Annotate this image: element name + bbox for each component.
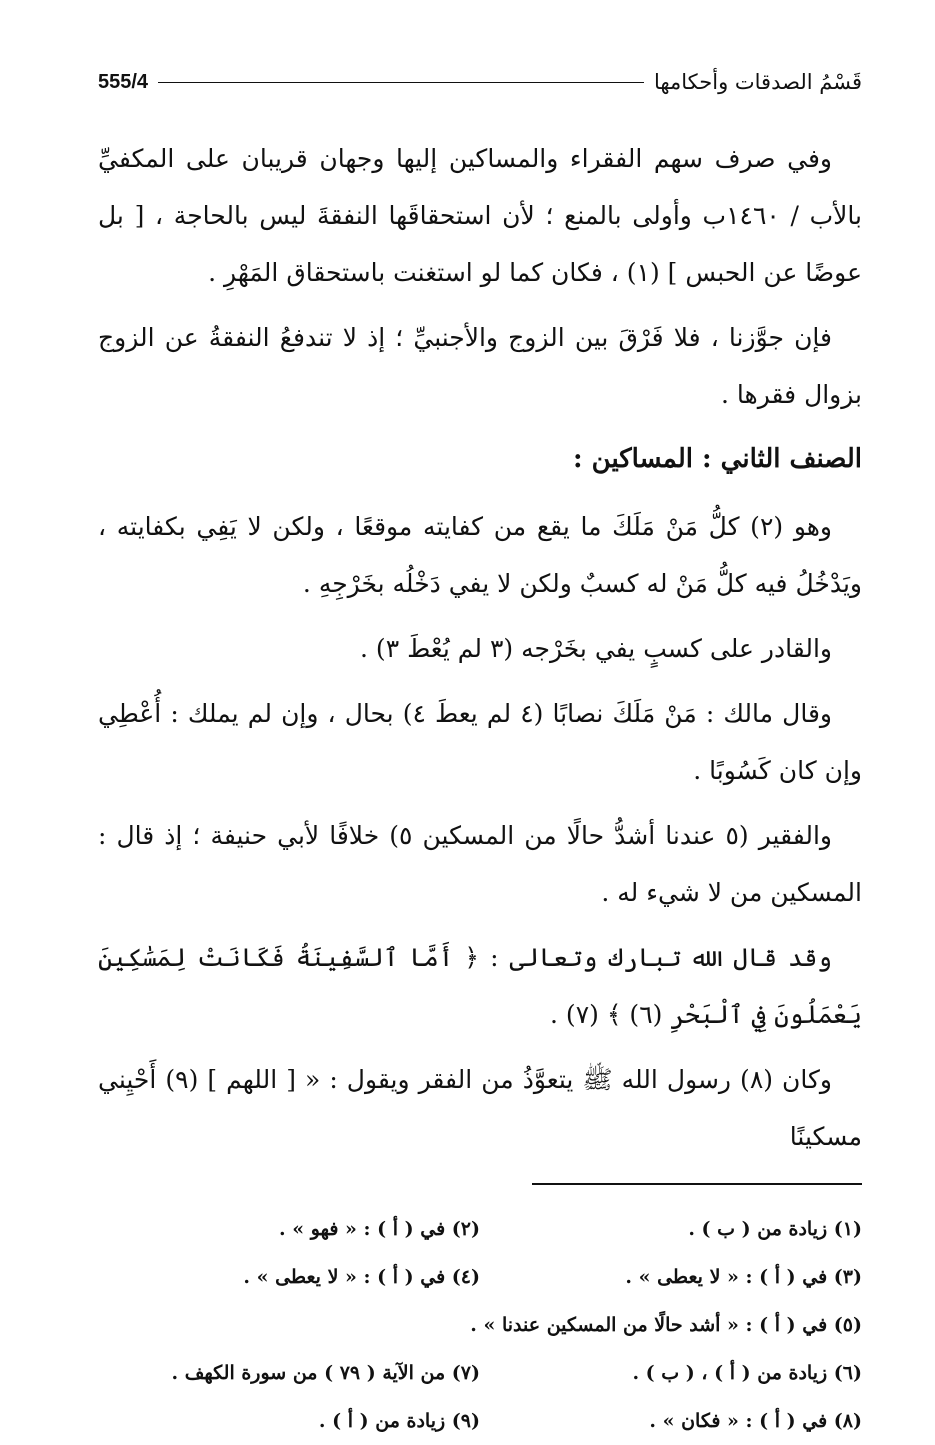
main-text bbox=[98, 130, 862, 1165]
paragraph-7: وقد قال الله تبارك وتعالى : ﴿ أَمَّا ٱلسَّفِينَةُ فَكَانَتْ لِمَسَٰكِينَ يَعْمَلُونَ فِي ٱلْبَحْرِ (٦) ﴾ (٧) . bbox=[98, 943, 862, 1029]
footnote: (٣) في ( أ ) : « لا يعطى » . bbox=[625, 1266, 862, 1288]
paragraph-1: وفي صرف سهم الفقراء والمساكين إليها وجهان قريبان على المكفيِّ بالأب / ١٤٦٠ب وأولى بالمنع ؛ لأن استحقاقَها النفقةَ ليس بالحاجة ، [ بل عوضًا عن الحبس ] (١) ، فكان كما لو استغنت باستحقاق المَهْرِ . bbox=[98, 144, 862, 287]
chapter-title: قَسْمُ الصدقات وأحكامها bbox=[653, 70, 862, 94]
paragraph-8: وكان (٨) رسول الله ﷺ يتعوَّذُ من الفقر ويقول : « [ اللهم ] (٩) أَحْيِني مسكينًا bbox=[98, 1065, 862, 1151]
paragraph-3: وهو (٢) كلُّ مَنْ مَلَكَ ما يقع من كفايته موقعًا ، ولكن لا يَفِي بكفايته ، ويَدْخُلُ فيه كلُّ مَنْ له كسبٌ ولكن لا يفي دَخْلُه بخَرْجِهِ . bbox=[98, 512, 862, 598]
paragraph-6: والفقير (٥ عندنا أشدُّ حالًا من المسكين ٥) خلافًا لأبي حنيفة ؛ إذ قال : المسكين من لا شيء له . bbox=[98, 821, 862, 907]
footnote-row bbox=[98, 1349, 862, 1397]
paragraph-2: فإن جوَّزنا ، فلا فَرْقَ بين الزوج والأجنبيِّ ؛ إذ لا تندفعُ النفقةُ عن الزوج بزوال فقرها . bbox=[98, 323, 862, 409]
footnote: (٢) في ( أ ) : « فهو » . bbox=[279, 1218, 480, 1240]
footnote-row bbox=[98, 1397, 862, 1445]
footnote: (١) زيادة من ( ب ) . bbox=[688, 1218, 862, 1240]
footnote-row bbox=[98, 1205, 862, 1253]
footnote: (٤) في ( أ ) : « لا يعطى » . bbox=[243, 1266, 480, 1288]
footnote: (٧) من الآية ( ٧٩ ) من سورة الكهف . bbox=[171, 1362, 480, 1384]
header-rule bbox=[158, 82, 644, 83]
footnote-row bbox=[98, 1301, 862, 1349]
running-header bbox=[98, 62, 862, 102]
page-number: 555/4 bbox=[98, 70, 149, 93]
paragraph-5: وقال مالك : مَنْ مَلَكَ نصابًا (٤ لم يعطَ ٤) بحال ، وإن لم يملك : أُعْطِي وإن كان كَسُوبًا . bbox=[98, 699, 862, 785]
footnote-row bbox=[98, 1253, 862, 1301]
footnotes bbox=[98, 1205, 862, 1445]
footnote: (٦) زيادة من ( أ ) ، ( ب ) . bbox=[632, 1362, 862, 1384]
footnote-rule bbox=[532, 1183, 862, 1185]
footnote: (٨) في ( أ ) : « فكان » . bbox=[649, 1410, 862, 1432]
paragraph-4: والقادر على كسبٍ يفي بخَرْجه (٣ لم يُعْطَ ٣) . bbox=[360, 634, 832, 663]
book-page bbox=[98, 62, 862, 1445]
footnote: (٩) زيادة من ( أ ) . bbox=[318, 1410, 480, 1432]
section-heading: الصنف الثاني : المساكين : bbox=[573, 444, 862, 474]
footnote: (٥) في ( أ ) : « أشد حالًا من المسكين عندنا » . bbox=[470, 1314, 862, 1336]
